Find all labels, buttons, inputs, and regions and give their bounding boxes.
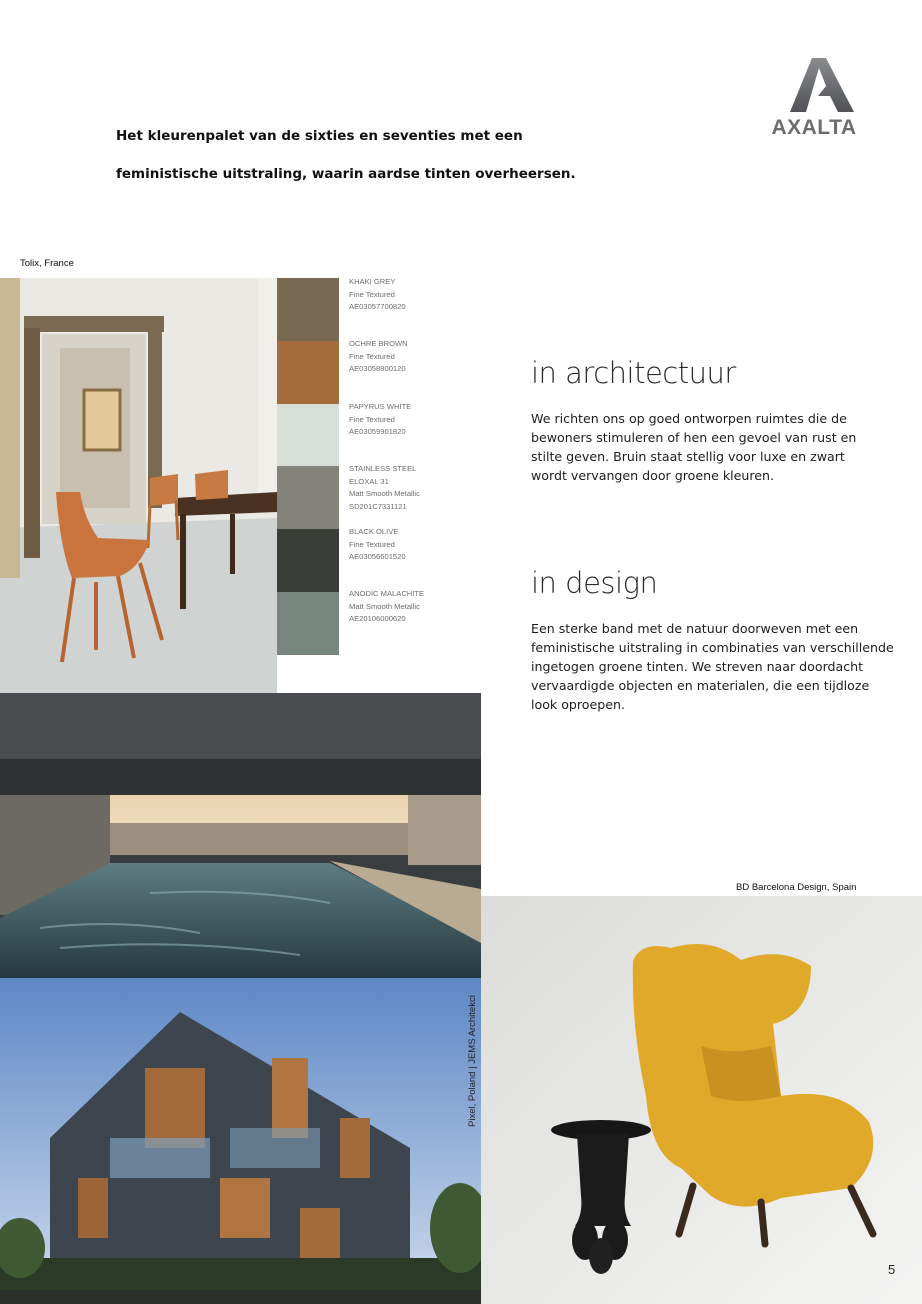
architecture-body: We richten ons op goed ontworpen ruimtes die de bewoners stimuleren of hen een gevoel van rust en stilte geven. Bruin staat stellig voor luxe en zwart wordt vervangen door groene kleuren. — [531, 411, 857, 483]
pool-photo — [0, 693, 481, 978]
tolix-interior-photo — [0, 278, 277, 693]
architecture-heading: in architectuur — [531, 356, 736, 390]
swatch-anodic-malachite — [277, 592, 339, 655]
pixel-caption: Pixel, Poland | JEMS Architekci — [467, 995, 478, 1127]
swatch-label: KHAKI GREY Fine Textured AE03057700820 — [349, 277, 406, 312]
swatch-label: PAPYRUS WHITE Fine Textured AE03059901820 — [349, 402, 412, 437]
swatch-label: OCHRE BROWN Fine Textured AE03058800120 — [349, 339, 408, 374]
pixel-building-photo — [0, 978, 481, 1304]
swatch-label: STAINLESS STEEL ELOXAL 31 Matt Smooth Metallic SD201C7331121 — [349, 464, 420, 511]
swatch-khaki-grey — [277, 278, 339, 341]
swatch-label: BLACK OLIVE Fine Textured AE03056601520 — [349, 527, 406, 562]
intro-line-1: Het kleurenpalet van de sixties en seventies met een — [116, 128, 523, 144]
swatch-ochre-brown — [277, 341, 339, 404]
page-number: 5 — [888, 1262, 896, 1277]
yellow-armchair-photo — [481, 896, 922, 1304]
swatch-label: ANODIC MALACHITE Matt Smooth Metallic AE20106000620 — [349, 589, 425, 624]
swatch-papyrus-white — [277, 404, 339, 466]
design-heading: in design — [531, 566, 658, 600]
bd-caption: BD Barcelona Design, Spain — [736, 882, 857, 893]
axalta-wordmark: AXALTA — [771, 116, 857, 139]
intro-line-2: feministische uitstraling, waarin aardse tinten overheersen. — [116, 166, 576, 182]
tolix-caption: Tolix, France — [20, 258, 74, 269]
swatch-stainless-steel — [277, 466, 339, 529]
swatch-black-olive — [277, 529, 339, 592]
design-body: Een sterke band met de natuur doorweven met een feministische uitstraling in combinaties van verschillende ingetogen groene tinten. We streven naar doordacht vervaardigde objecten en materialen, die een tijdloze look oproepen. — [531, 621, 894, 712]
